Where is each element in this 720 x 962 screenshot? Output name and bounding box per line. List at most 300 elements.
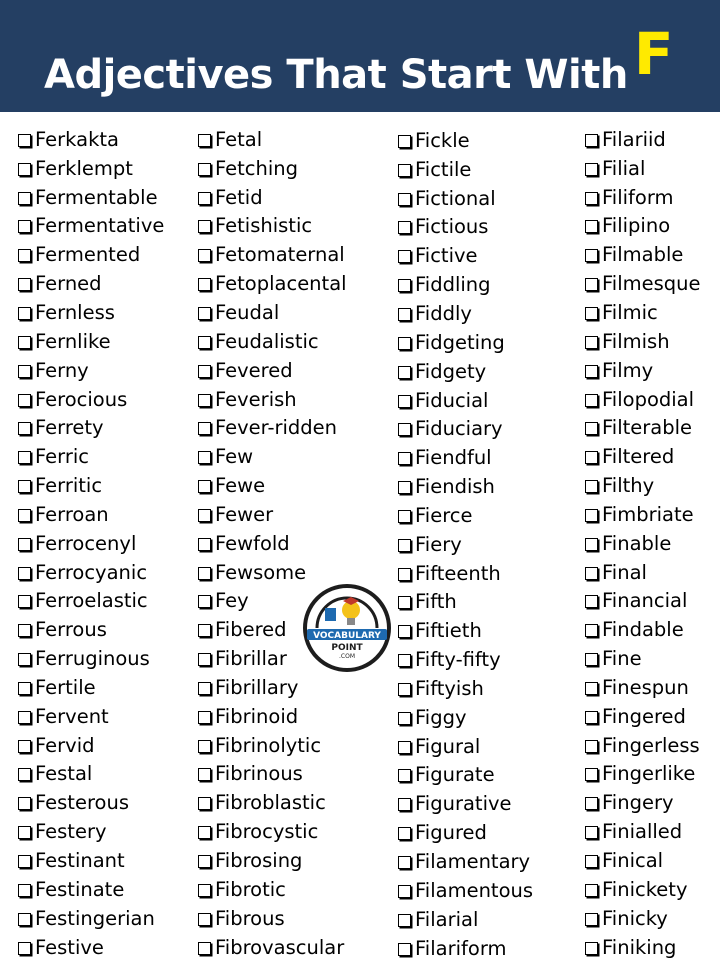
word-item [18, 240, 208, 269]
checkbox-icon [198, 595, 211, 608]
word-text: Fingery [602, 791, 674, 815]
word-text: Fiddly [415, 301, 472, 325]
checkbox-icon [198, 624, 211, 637]
word-text: Fetomaternal [215, 243, 345, 267]
word-text: Fidgety [415, 359, 487, 383]
word-text: Fiftyish [415, 676, 484, 700]
checkbox-icon [585, 826, 598, 839]
word-item [18, 846, 208, 875]
bulb-base-icon [347, 618, 355, 625]
word-item [398, 818, 588, 847]
word-text: Fibrous [215, 906, 285, 930]
checkbox-icon [398, 221, 411, 234]
word-item [18, 183, 208, 212]
checkbox-icon [585, 884, 598, 897]
checkbox-icon [585, 480, 598, 493]
checkbox-icon [585, 134, 598, 147]
word-item [585, 788, 720, 817]
title-letter: F [633, 20, 673, 88]
word-item [585, 731, 720, 760]
word-text: Filmic [602, 300, 658, 324]
checkbox-icon [18, 307, 31, 320]
word-text: Finicky [602, 906, 668, 930]
checkbox-icon [18, 220, 31, 233]
word-item [18, 212, 208, 241]
checkbox-icon [18, 595, 31, 608]
checkbox-icon [398, 481, 411, 494]
word-text: Fibrinous [215, 762, 303, 786]
word-item [18, 702, 208, 731]
book-icon [325, 608, 336, 621]
checkbox-icon [198, 394, 211, 407]
checkbox-icon [398, 625, 411, 638]
word-item [198, 385, 388, 414]
word-text: Fifty-fifty [415, 648, 501, 672]
word-item [398, 155, 588, 184]
word-text: Fevered [215, 358, 293, 382]
word-text: Filarial [415, 907, 479, 931]
word-text: Fernless [35, 300, 115, 324]
word-item [18, 471, 208, 500]
word-item [585, 471, 720, 500]
word-text: Ferrocyanic [35, 560, 148, 584]
word-text: Filmy [602, 358, 654, 382]
word-item [198, 212, 388, 241]
word-item [585, 356, 720, 385]
word-item [198, 154, 388, 183]
word-text: Fiducial [415, 388, 489, 412]
page-title [44, 20, 673, 103]
word-item [585, 875, 720, 904]
checkbox-icon [585, 192, 598, 205]
checkbox-icon [585, 740, 598, 753]
word-item [585, 817, 720, 846]
word-text: Festingerian [35, 906, 155, 930]
word-text: Fiendish [415, 475, 495, 499]
word-item [585, 385, 720, 414]
word-item [398, 732, 588, 761]
checkbox-icon [398, 193, 411, 206]
checkbox-icon [198, 826, 211, 839]
vocabulary-point-logo [303, 584, 391, 672]
word-item [398, 472, 588, 501]
word-item [198, 529, 388, 558]
word-text: Figured [415, 821, 487, 845]
checkbox-icon [198, 163, 211, 176]
checkbox-icon [398, 366, 411, 379]
word-text: Ferrety [35, 416, 104, 440]
word-text: Figurate [415, 763, 495, 787]
word-item [18, 154, 208, 183]
word-text: Fingered [602, 704, 686, 728]
checkbox-icon [198, 711, 211, 724]
checkbox-icon [585, 538, 598, 551]
checkbox-icon [198, 307, 211, 320]
checkbox-icon [398, 308, 411, 321]
word-item [198, 702, 388, 731]
word-item [198, 125, 388, 154]
word-text: Ferrocenyl [35, 531, 137, 555]
word-item [585, 154, 720, 183]
checkbox-icon [585, 278, 598, 291]
word-item [18, 356, 208, 385]
word-text: Fernlike [35, 329, 111, 353]
word-item [398, 530, 588, 559]
checkbox-icon [585, 422, 598, 435]
word-item [585, 846, 720, 875]
checkbox-icon [398, 798, 411, 811]
checkbox-icon [398, 279, 411, 292]
checkbox-icon [18, 797, 31, 810]
word-text: Ferkakta [35, 127, 119, 151]
word-item [585, 644, 720, 673]
word-text: Fidgeting [415, 330, 505, 354]
checkbox-icon [198, 740, 211, 753]
checkbox-icon [585, 307, 598, 320]
checkbox-icon [18, 163, 31, 176]
word-text: Finickety [602, 877, 688, 901]
word-text: Fervent [35, 704, 109, 728]
word-text: Finialled [602, 820, 683, 844]
word-text: Festal [35, 762, 93, 786]
word-text: Filariform [415, 936, 507, 960]
word-item [198, 846, 388, 875]
word-text: Fibrillar [215, 647, 287, 671]
word-item [398, 270, 588, 299]
word-text: Filtered [602, 445, 675, 469]
word-text: Fetishistic [215, 214, 313, 238]
checkbox-icon [398, 423, 411, 436]
word-text: Fiendful [415, 446, 492, 470]
checkbox-icon [198, 336, 211, 349]
checkbox-icon [585, 394, 598, 407]
word-text: Findable [602, 618, 684, 642]
checkbox-icon [18, 480, 31, 493]
word-item [398, 501, 588, 530]
word-item [585, 933, 720, 962]
word-item [585, 183, 720, 212]
word-text: Fermentative [35, 214, 165, 238]
checkbox-icon [18, 942, 31, 955]
word-text: Fibrovascular [215, 935, 345, 959]
checkbox-icon [398, 250, 411, 263]
word-item [18, 875, 208, 904]
checkbox-icon [398, 164, 411, 177]
word-text: Fifteenth [415, 561, 501, 585]
word-text: Feudal [215, 300, 280, 324]
word-text: Filopodial [602, 387, 695, 411]
word-item [585, 298, 720, 327]
word-text: Ferroelastic [35, 589, 148, 613]
word-text: Ferny [35, 358, 89, 382]
checkbox-icon [18, 768, 31, 781]
word-item [398, 328, 588, 357]
checkbox-icon [18, 826, 31, 839]
checkbox-icon [198, 768, 211, 781]
checkbox-icon [398, 452, 411, 465]
word-text: Fibrinolytic [215, 733, 322, 757]
checkbox-icon [398, 885, 411, 898]
word-text: Filial [602, 156, 646, 180]
word-text: Ferruginous [35, 647, 150, 671]
word-item [198, 269, 388, 298]
word-text: Ferrous [35, 618, 107, 642]
checkbox-icon [18, 451, 31, 464]
word-text: Fifth [415, 590, 457, 614]
word-text: Fiery [415, 532, 462, 556]
word-text: Ferklempt [35, 156, 133, 180]
word-text: Fictional [415, 186, 496, 210]
word-item [18, 904, 208, 933]
word-text: Fingerlike [602, 762, 696, 786]
checkbox-icon [398, 712, 411, 725]
checkbox-icon [398, 596, 411, 609]
checkbox-icon [18, 855, 31, 868]
checkbox-icon [198, 913, 211, 926]
word-text: Fervid [35, 733, 95, 757]
word-text: Fewsome [215, 560, 307, 584]
checkbox-icon [585, 682, 598, 695]
word-text: Fictious [415, 215, 489, 239]
word-text: Fever-ridden [215, 416, 338, 440]
word-text: Ferritic [35, 474, 103, 498]
checkbox-icon [198, 855, 211, 868]
checkbox-icon [18, 711, 31, 724]
checkbox-icon [585, 653, 598, 666]
word-item [18, 788, 208, 817]
word-item [585, 615, 720, 644]
word-item [18, 615, 208, 644]
word-item [398, 357, 588, 386]
word-item [585, 327, 720, 356]
word-item [198, 673, 388, 702]
logo-domain: .COM [339, 653, 355, 660]
checkbox-icon [18, 134, 31, 147]
word-item [198, 298, 388, 327]
word-item [198, 875, 388, 904]
checkbox-icon [398, 539, 411, 552]
checkbox-icon [585, 509, 598, 522]
checkbox-icon [198, 220, 211, 233]
word-item [198, 904, 388, 933]
word-item [585, 442, 720, 471]
checkbox-icon [198, 884, 211, 897]
word-item [18, 760, 208, 789]
word-item [18, 327, 208, 356]
word-item [585, 587, 720, 616]
word-text: Ferroan [35, 502, 109, 526]
checkbox-icon [18, 422, 31, 435]
checkbox-icon [198, 682, 211, 695]
word-text: Filamentary [415, 850, 531, 874]
word-item [18, 500, 208, 529]
word-item [18, 933, 208, 962]
word-text: Fibroblastic [215, 791, 326, 815]
word-item [18, 413, 208, 442]
checkbox-icon [398, 568, 411, 581]
word-text: Fickle [415, 128, 470, 152]
word-item [18, 269, 208, 298]
word-text: Filmesque [602, 272, 701, 296]
checkbox-icon [198, 365, 211, 378]
word-text: Financial [602, 589, 688, 613]
word-text: Fermented [35, 243, 141, 267]
title-text: Adjectives That Start With [44, 52, 628, 98]
checkbox-icon [18, 249, 31, 262]
word-item [18, 385, 208, 414]
word-item [198, 760, 388, 789]
checkbox-icon [18, 653, 31, 666]
word-text: Finiking [602, 935, 677, 959]
checkbox-icon [198, 249, 211, 262]
word-item [585, 904, 720, 933]
word-column-2 [198, 125, 388, 961]
word-text: Festinant [35, 849, 125, 873]
word-item [18, 529, 208, 558]
word-item [198, 183, 388, 212]
word-item [585, 760, 720, 789]
word-text: Fetal [215, 127, 263, 151]
checkbox-icon [398, 135, 411, 148]
word-text: Filipino [602, 214, 671, 238]
checkbox-icon [585, 624, 598, 637]
word-text: Fictive [415, 244, 478, 268]
word-text: Filiform [602, 185, 674, 209]
word-item [18, 298, 208, 327]
word-text: Festive [35, 935, 104, 959]
word-text: Filmable [602, 243, 684, 267]
word-item [398, 126, 588, 155]
checkbox-icon [18, 682, 31, 695]
word-item [18, 644, 208, 673]
word-item [398, 703, 588, 732]
checkbox-icon [398, 654, 411, 667]
checkbox-icon [198, 653, 211, 666]
word-item [198, 356, 388, 385]
word-item [18, 731, 208, 760]
word-text: Ferocious [35, 387, 128, 411]
word-text: Figgy [415, 705, 467, 729]
word-item [18, 125, 208, 154]
checkbox-icon [398, 769, 411, 782]
word-text: Filamentous [415, 878, 534, 902]
checkbox-icon [398, 856, 411, 869]
word-item [398, 876, 588, 905]
checkbox-icon [198, 192, 211, 205]
checkbox-icon [585, 942, 598, 955]
word-item [398, 761, 588, 790]
checkbox-icon [585, 365, 598, 378]
word-text: Fibrotic [215, 877, 286, 901]
word-item [198, 933, 388, 962]
word-item [585, 500, 720, 529]
checkbox-icon [18, 740, 31, 753]
checkbox-icon [198, 422, 211, 435]
word-item [398, 443, 588, 472]
word-item [398, 559, 588, 588]
checkbox-icon [585, 768, 598, 781]
word-text: Final [602, 560, 647, 584]
word-text: Fey [215, 589, 249, 613]
checkbox-icon [18, 394, 31, 407]
word-item [398, 213, 588, 242]
logo-sub: POINT [331, 643, 363, 653]
word-item [198, 240, 388, 269]
word-text: Festerous [35, 791, 129, 815]
word-text: Fibered [215, 618, 287, 642]
word-item [198, 442, 388, 471]
checkbox-icon [585, 567, 598, 580]
word-text: Ferned [35, 272, 102, 296]
word-text: Fiduciary [415, 417, 503, 441]
word-text: Figural [415, 734, 481, 758]
word-text: Fewfold [215, 531, 290, 555]
word-text: Fimbriate [602, 502, 694, 526]
checkbox-icon [198, 278, 211, 291]
word-text: Fermentable [35, 185, 158, 209]
word-text: Fictile [415, 157, 472, 181]
word-text: Filthy [602, 474, 655, 498]
checkbox-icon [398, 827, 411, 840]
word-item [585, 702, 720, 731]
checkbox-icon [198, 942, 211, 955]
checkbox-icon [398, 510, 411, 523]
word-text: Fewe [215, 474, 266, 498]
checkbox-icon [398, 337, 411, 350]
checkbox-icon [398, 683, 411, 696]
word-item [585, 269, 720, 298]
word-item [585, 413, 720, 442]
word-text: Fetoplacental [215, 272, 347, 296]
word-item [18, 817, 208, 846]
checkbox-icon [585, 249, 598, 262]
checkbox-icon [398, 741, 411, 754]
word-item [585, 125, 720, 154]
word-item [398, 934, 588, 962]
word-item [198, 788, 388, 817]
word-item [398, 241, 588, 270]
checkbox-icon [585, 855, 598, 868]
word-text: Fierce [415, 503, 473, 527]
checkbox-icon [585, 451, 598, 464]
checkbox-icon [18, 538, 31, 551]
checkbox-icon [18, 509, 31, 522]
checkbox-icon [18, 913, 31, 926]
word-item [198, 731, 388, 760]
checkbox-icon [398, 914, 411, 927]
word-item [198, 471, 388, 500]
word-item [398, 588, 588, 617]
word-column-1 [18, 125, 208, 961]
word-text: Ferric [35, 445, 89, 469]
word-text: Fibrocystic [215, 820, 319, 844]
checkbox-icon [585, 220, 598, 233]
word-text: Fetching [215, 156, 299, 180]
logo-brand: VOCABULARY [313, 631, 381, 641]
word-item [398, 645, 588, 674]
word-item [398, 674, 588, 703]
word-text: Fibrinoid [215, 704, 299, 728]
word-item [398, 616, 588, 645]
checkbox-icon [18, 365, 31, 378]
word-item [585, 212, 720, 241]
word-item [398, 299, 588, 328]
checkbox-icon [198, 538, 211, 551]
word-item [198, 558, 388, 587]
word-text: Fertile [35, 675, 96, 699]
checkbox-icon [585, 913, 598, 926]
word-text: Finical [602, 849, 664, 873]
